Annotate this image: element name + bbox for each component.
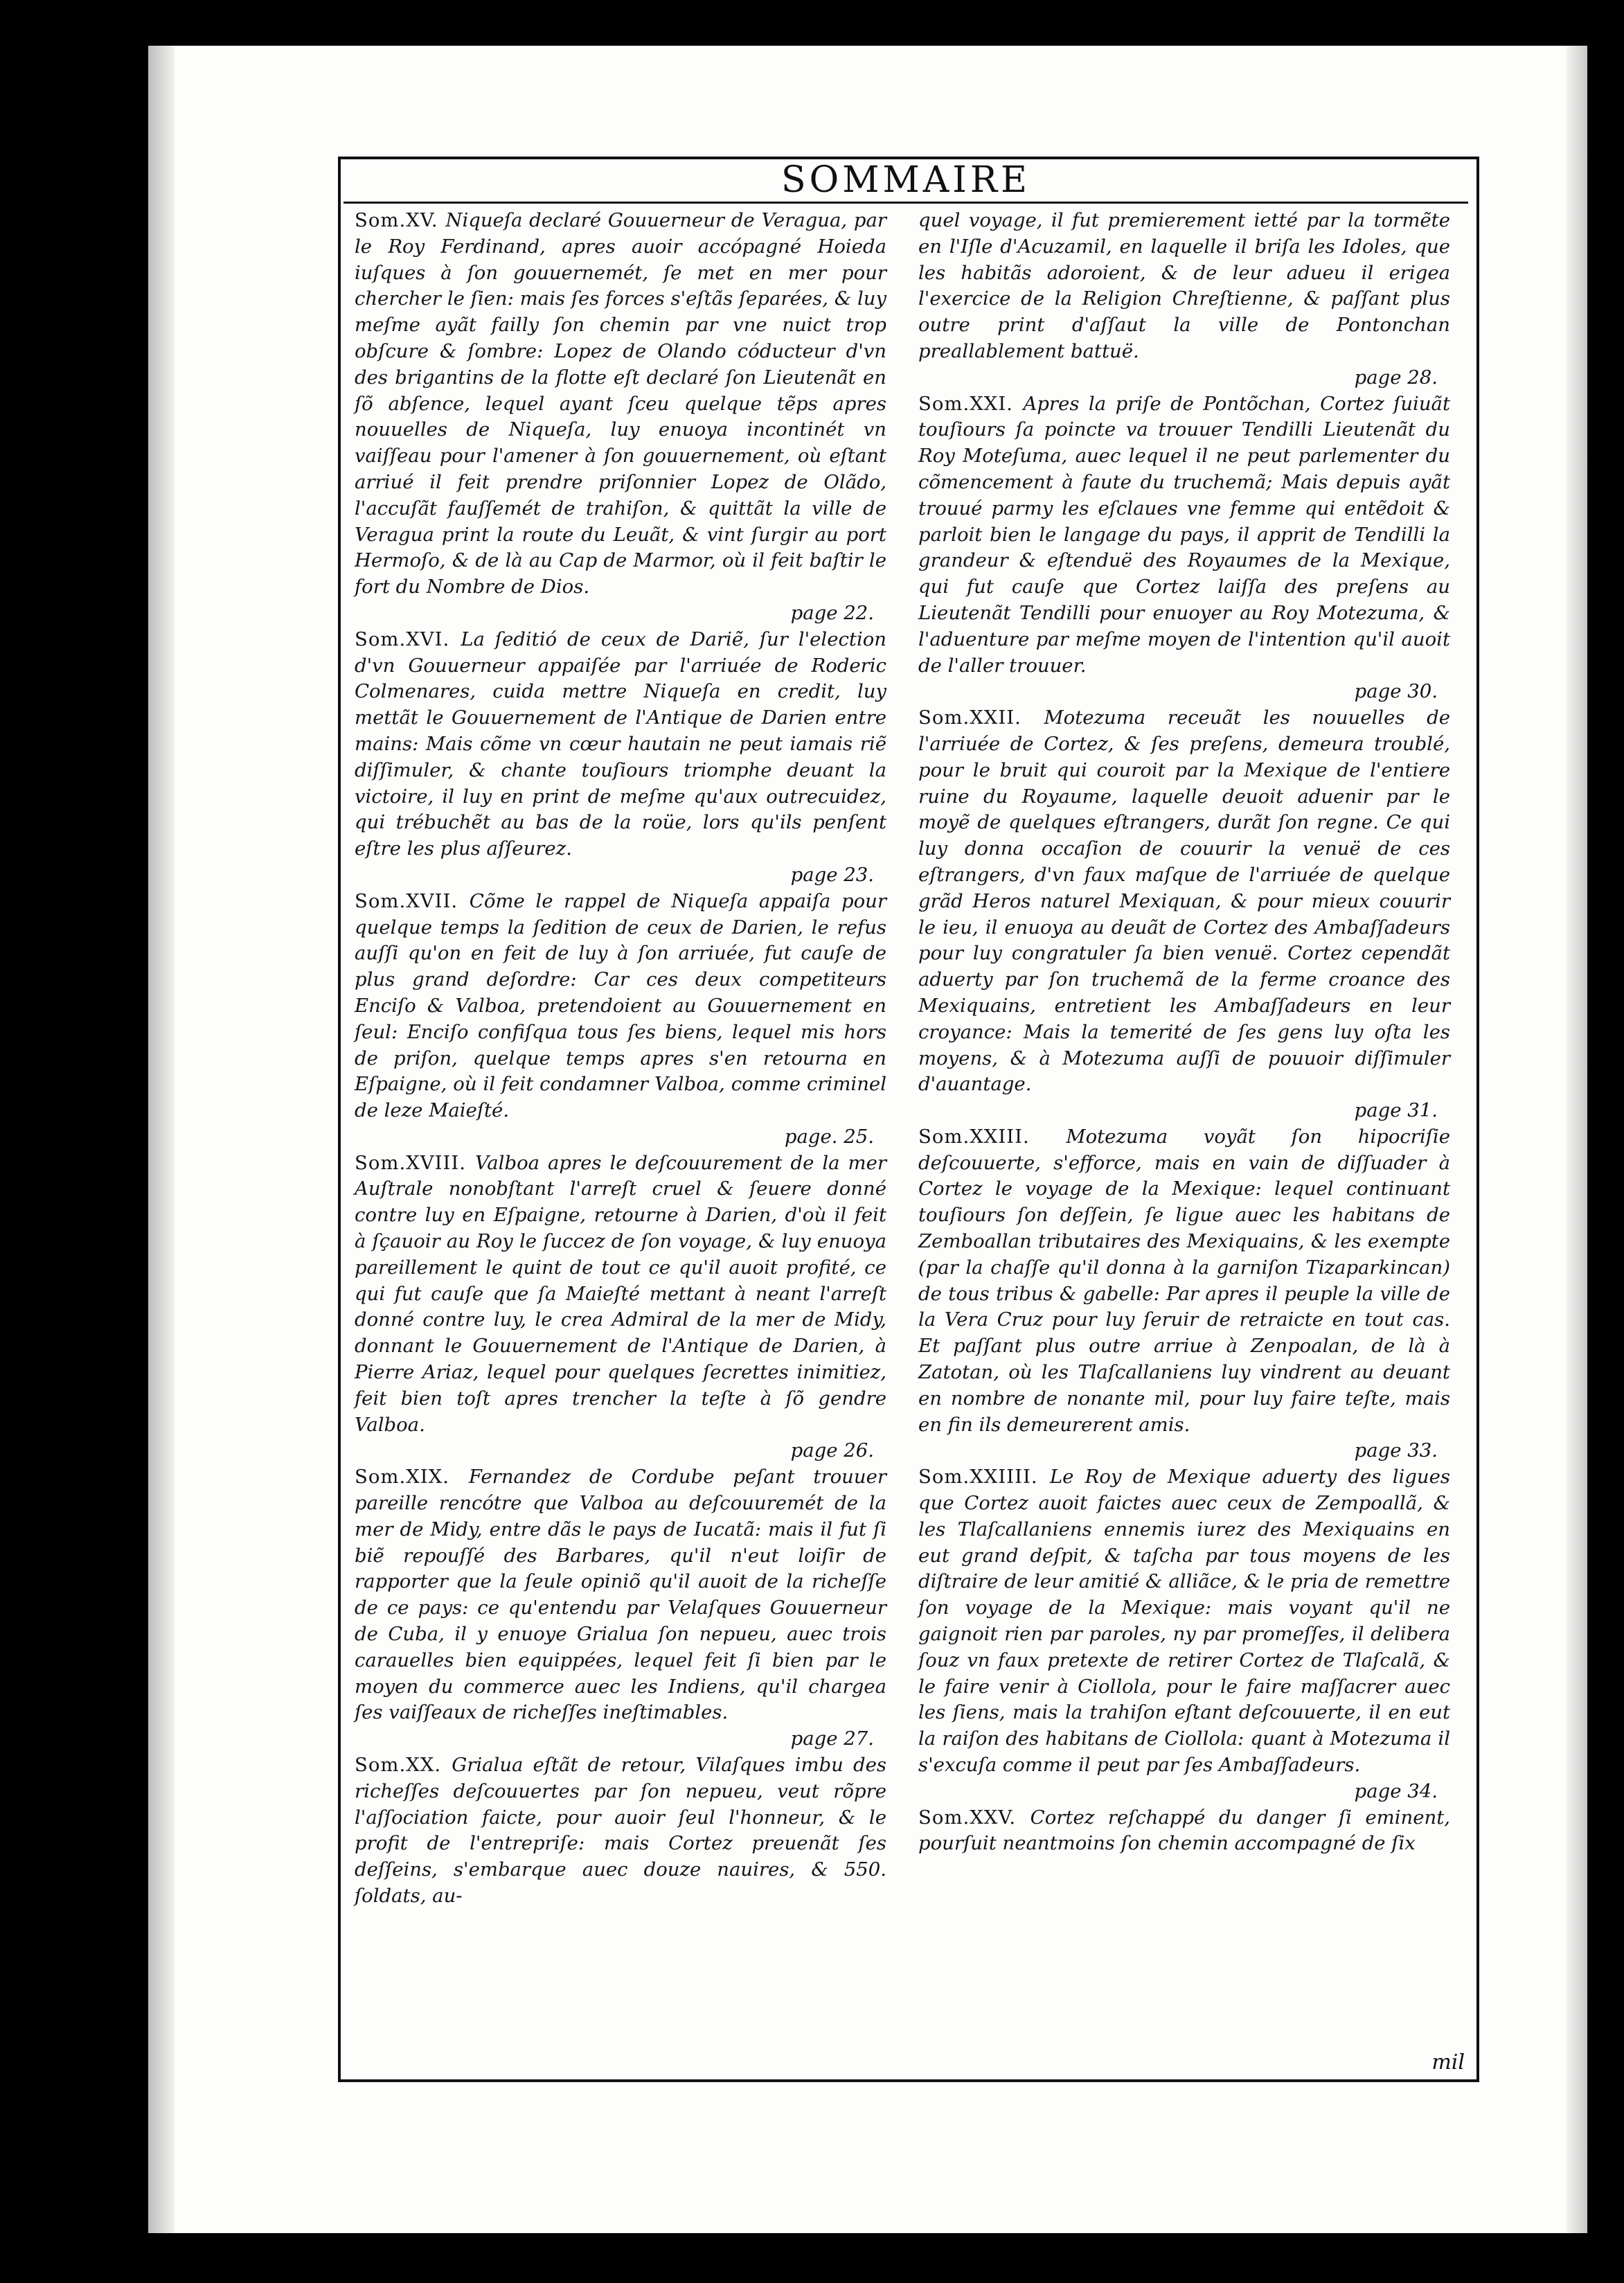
page-reference: page 31. [1354, 1099, 1438, 1122]
summary-entry [355, 889, 886, 1151]
summary-entry [918, 1124, 1450, 1464]
entry-heading: Som.XXII. [918, 707, 1044, 729]
catchword: mil [1431, 2050, 1465, 2075]
entry-text: La ſeditió de ceux de Dariẽ, ſur l'election d'vn Gouuerneur appaiſée par l'arriuée de Roderic Colmenares, cuida mettre Niqueſa en credit, luy mettãt le Gouuernement de l'Antique de Darien entre mains: Mais cõme vn cœur hautain ne peut iamais riẽ diſſimuler, & chante touſiours triomphe deuant la victoire, il luy en print de meſme qu'aux outrecuidez, qui trébuchẽt au bas de la roüe, lors qu'ils penſent eſtre les plus aſſeurez. [355, 628, 887, 860]
entry-heading: Som.XXIIII. [918, 1466, 1050, 1489]
entry-text: Cortez reſchappé du danger ſi eminent, pourſuit neantmoins ſon chemin accompagné de ſix [918, 1806, 1450, 1855]
page-reference: page 30. [1354, 680, 1438, 703]
summary-entry [355, 627, 886, 889]
summary-entry [355, 1151, 886, 1465]
summary-entry [918, 1464, 1450, 1804]
page-reference: page 28. [1354, 366, 1438, 389]
summary-entry [918, 208, 1450, 391]
entry-text: Le Roy de Mexique aduerty des ligues que Cortez auoit faictes auec ceux de Zempoallã, & les Tlaſcallaniens ennemis iurez des Mexiquains en eut grand deſpit, & taſcha par tous moyens de les diſtraire de leur amitié & alliãce, & le pria de remettre ſon voyage de la Mexique: mais voyant qu'il ne gaignoit rien par paroles, ny par promeſſes, il delibera ſouz vn faux pretexte de retirer Cortez de Tlaſcalã, & le faire venir à Ciollola, pour le faire maſſacrer auec les ſiens, mais la trahiſon eſtant deſcouuerte, il en eut la raiſon des habitans de Ciollola: quant à Motezuma il s'excuſa comme il peut par ſes Ambaſſadeurs. [918, 1466, 1450, 1777]
entry-text: Fernandez de Cordube peſant trouuer pareille rencótre que Valboa au deſcouuremét de la mer de Midy, entre dãs le pays de Iucatã: mais il fut ſi biẽ repouſſé des Barbares, qu'il n'eut loiſir de rapporter que la ſeule opiniõ qu'il auoit de la richeſſe de ce pays: ce qu'entendu par Velaſques Gouuerneur de Cuba, il y enuoye Grialua ſon nepueu, auec trois carauelles bien equippées, lequel feit ſi bien par le moyen du commerce auec les Indiens, qu'il chargea ſes vaiſſeaux de richeſſes ineſtimables. [355, 1466, 886, 1724]
entry-text: quel voyage, il fut premierement ietté par la tormẽte en l'Iſle d'Acuzamil, en laquelle il briſa les Idoles, que les habitãs adoroient, & de leur adueu il erigea l'exercice de la Religion Chreſtienne, & paſſant plus outre print d'aſſaut la ville de Pontonchan preallablement battuë. [918, 209, 1450, 362]
entry-text: Niqueſa declaré Gouuerneur de Veragua, par le Roy Ferdinand, apres auoir accópagné Hoieda iuſques à ſon gouuernemét, ſe met en mer pour chercher le ſien: mais ſes forces s'eſtãs ſeparées, & luy meſme ayãt failly ſon chemin par vne nuict trop obſcure & ſombre: Lopez de Olando códucteur d'vn des brigantins de la flotte eſt declaré ſon Lieutenãt en ſõ abſence, lequel ayant ſceu quelque tẽps apres nouuelles de Niqueſa, luy enuoya incontinét vn vaiſſeau pour l'amener à ſon gouuernement, où eſtant arriué il feit prendre priſonnier Lopez de Olãdo, l'accuſãt fauſſemét de trahiſon, & quittãt la ville de Veragua print la route du Leuãt, & vint ſurgir au port Hermoſo, & de là au Cap de Marmor, où il feit baſtir le fort du Nombre de Dios. [355, 209, 887, 598]
entry-heading: Som.XVIII. [355, 1151, 475, 1174]
summary-entry [355, 1464, 886, 1752]
page-reference: page 34. [1354, 1779, 1438, 1802]
page-edge-shadow [1567, 46, 1587, 2233]
summary-entry [355, 1752, 886, 1910]
page-title: SOMMAIRE [781, 159, 1030, 201]
page-reference: page 23. [790, 863, 874, 886]
entry-heading: Som.XXV. [918, 1806, 1030, 1829]
summary-entry [918, 705, 1450, 1124]
entry-heading: Som.XIX. [355, 1466, 469, 1489]
page-reference: page 22. [790, 601, 874, 624]
page-reference: page 33. [1354, 1439, 1438, 1462]
left-column [355, 208, 886, 1910]
page-reference: page. 25. [784, 1125, 874, 1148]
summary-entry [918, 1805, 1450, 1858]
entry-text: Valboa apres le deſcouurement de la mer Auſtrale nonobſtant l'arreſt cruel & ſeuere donné contre luy en Eſpaigne, retourne à Darien, d'où il feit à ſçauoir au Roy le ſuccez de ſon voyage, & luy enuoya pareillement le quint de tout ce qu'il auoit profité, ce qui fut cauſe que ſa Maieſté mettant à neant l'arreſt donné contre luy, le crea Admiral de la mer de Midy, donnant le Gouuernement de l'Antique de Darien, à Pierre Ariaz, lequel pour quelques ſecrettes inimitiez, feit bien toſt apres trencher la teſte à ſõ gendre Valboa. [355, 1151, 886, 1436]
entry-text: Cõme le rappel de Niqueſa appaiſa pour quelque temps la ſedition de ceux de Darien, le refus auſſi qu'on en feit de luy à ſon arriuée, fut cauſe de plus grand deſordre: Car ces deux competiteurs Enciſo & Valboa, pretendoient au Gouuernement en ſeul: Enciſo confiſqua tous ſes biens, lequel mis hors de priſon, quelque temps apres s'en retourna en Eſpaigne, où il feit condamner Valboa, comme criminel de leze Maieſté. [355, 889, 886, 1122]
entry-text: Grialua eſtãt de retour, Vilaſques imbu des richeſſes deſcouuertes par ſon nepueu, veut rõpre l'aſſociation faicte, pour auoir ſeul l'honneur, & le profit de l'entrepriſe: mais Cortez preuenãt ſes deſſeins, s'embarque auec douze nauires, & 550. ſoldats, au- [355, 1754, 886, 1907]
entry-text: Motezuma receuãt les nouuelles de l'arriuée de Cortez, & ſes preſens, demeura troublé, pour le bruit qui couroit par la Mexique de l'entiere ruine du Royaume, laquelle deuoit aduenir par le moyẽ de quelques eſtrangers, durãt ſon regne. Ce qui luy donna occaſion de couurir la venuë de ces eſtrangers, d'vn faux maſque de l'arriuée de quelque grãd Heros naturel Mexiquan, & pour mieux couurir le ieu, il enuoya au deuãt de Cortez des Ambaſſadeurs pour luy congratuler ſa bien venuë. Cortez cependãt aduerty par ſon truchemã de la ferme croance des Mexiquains, entretient les Ambaſſadeurs en leur croyance: Mais la temerité de ſes gens luy oſta les moyens, & à Motezuma auſſi de pouuoir diſſimuler d'auantage. [918, 707, 1451, 1096]
entry-text: Apres la priſe de Pontõchan, Cortez ſuiuãt touſiours ſa poincte va trouuer Tendilli Lieutenãt du Roy Moteſuma, auec lequel il ne peut parlementer du cõmencement à faute du truchemã; Mais depuis ayãt trouué parmy les eſclaues vne femme qui entẽdoit & parloit bien le langage du pays, il apprit de Tendilli la grandeur & eſtenduë des Royaumes de la Mexique, qui fut cauſe que Cortez laiſſa des preſens au Lieutenãt Tendilli pour enuoyer au Roy Motezuma, & l'aduenture par meſme moyen de l'intention qu'il auoit de l'aller trouuer. [918, 392, 1450, 677]
entry-heading: Som.XX. [355, 1754, 452, 1777]
summary-entry [355, 208, 886, 627]
page-gutter-shadow [148, 46, 175, 2233]
right-column [918, 208, 1450, 1857]
summary-entry [918, 391, 1450, 706]
entry-heading: Som.XXIII. [918, 1125, 1067, 1148]
page-reference: page 26. [790, 1439, 874, 1462]
entry-heading: Som.XVI. [355, 628, 461, 650]
page-reference: page 27. [790, 1727, 874, 1750]
entry-text: Motezuma voyãt ſon hipocriſie deſcouuerte, s'efforce, mais en vain de diſſuader à Cortez le voyage de la Mexique: lequel continuant touſiours ſon deſſein, ſe ligue auec les habitans de Zemboallan tributaires des Mexiquains, & les exempte (par la chaſſe qu'il donna à la garniſon Tizaparkincan) de tous tribus & gabelle: Par apres il peuple la ville de la Vera Cruz pour luy ſeruir de retraicte en tout cas. Et paſſant plus outre arriue à Zenpoalan, de là à Zatotan, où les Tlaſcallaniens luy vindrent au deuant en nombre de nonante mil, pour luy faire teſte, mais en fin ils demeurerent amis. [918, 1125, 1450, 1436]
entry-heading: Som.XVII. [355, 889, 470, 912]
entry-heading: Som.XXI. [918, 392, 1024, 415]
entry-heading: Som.XV. [355, 209, 446, 231]
